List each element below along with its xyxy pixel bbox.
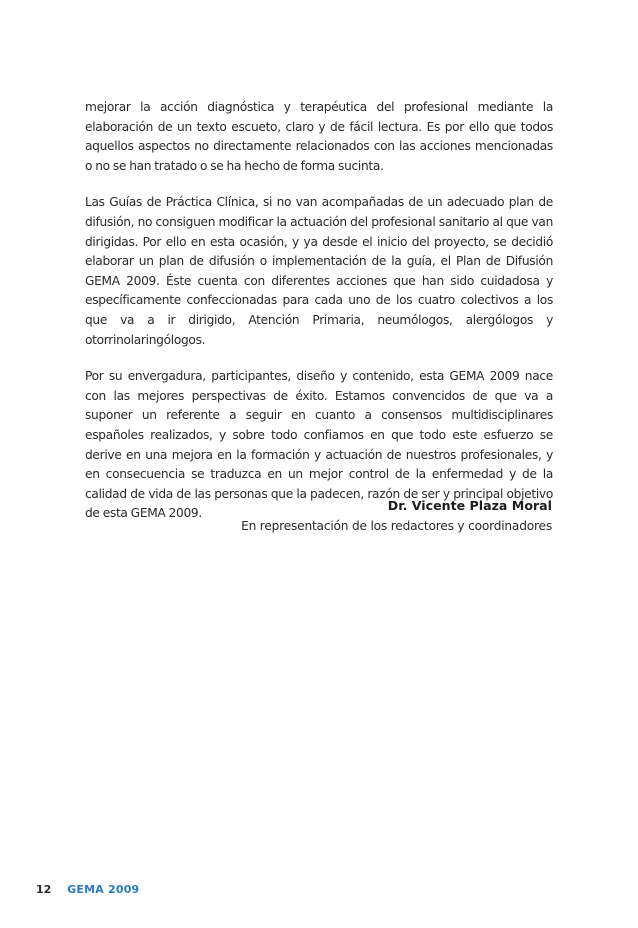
signature-block	[241, 496, 552, 536]
signature-role: En representación de los redactores y coordinadores	[241, 519, 552, 533]
page-number: 12	[36, 883, 52, 896]
body-text	[85, 98, 553, 541]
signature-name: Dr. Vicente Plaza Moral	[387, 498, 552, 513]
paragraph-3: Por su envergadura, participantes, diseño y contenido, esta GEMA 2009 nace con las mejores perspectivas de éxito. Estamos convencidos de que va a suponer un referente a seguir en cuanto a consensos multidisciplinares españoles realizados, y sobre todo confiamos en que todo este esfuerzo se derive en una mejora en la formación y actuación de nuestros profesionales, y en consecuencia se traduzca en un mejor control de la enfermedad y de la calidad de vida de las personas que la padecen, razón de ser y principal objetivo de esta GEMA 2009.	[85, 369, 553, 521]
running-title: GEMA 2009	[67, 883, 140, 896]
paragraph-1: mejorar la acción diagnóstica y terapéutica del profesional mediante la elaboración de un texto escueto, claro y de fácil lectura. Es por ello que todos aquellos aspectos no directamente relacionados con las acciones mencionadas o no se han tratado o se ha hecho de forma sucinta.	[85, 100, 553, 173]
page-footer	[36, 883, 139, 896]
paragraph-2: Las Guías de Práctica Clínica, si no van acompañadas de un adecuado plan de difusión, no consiguen modificar la actuación del profesional sanitario al que van dirigidas. Por ello en esta ocasión, y ya desde el inicio del proyecto, se decidió elaborar un plan de difusión o implementación de la guía, el Plan de Difusión GEMA 2009. Éste cuenta con diferentes acciones que han sido cuidadosa y específicamente confeccionadas para cada uno de los cuatro colectivos a los que va a ir dirigido, Atención Primaria, neumólogos, alergólogos y otorrinolaringólogos.	[85, 195, 553, 347]
